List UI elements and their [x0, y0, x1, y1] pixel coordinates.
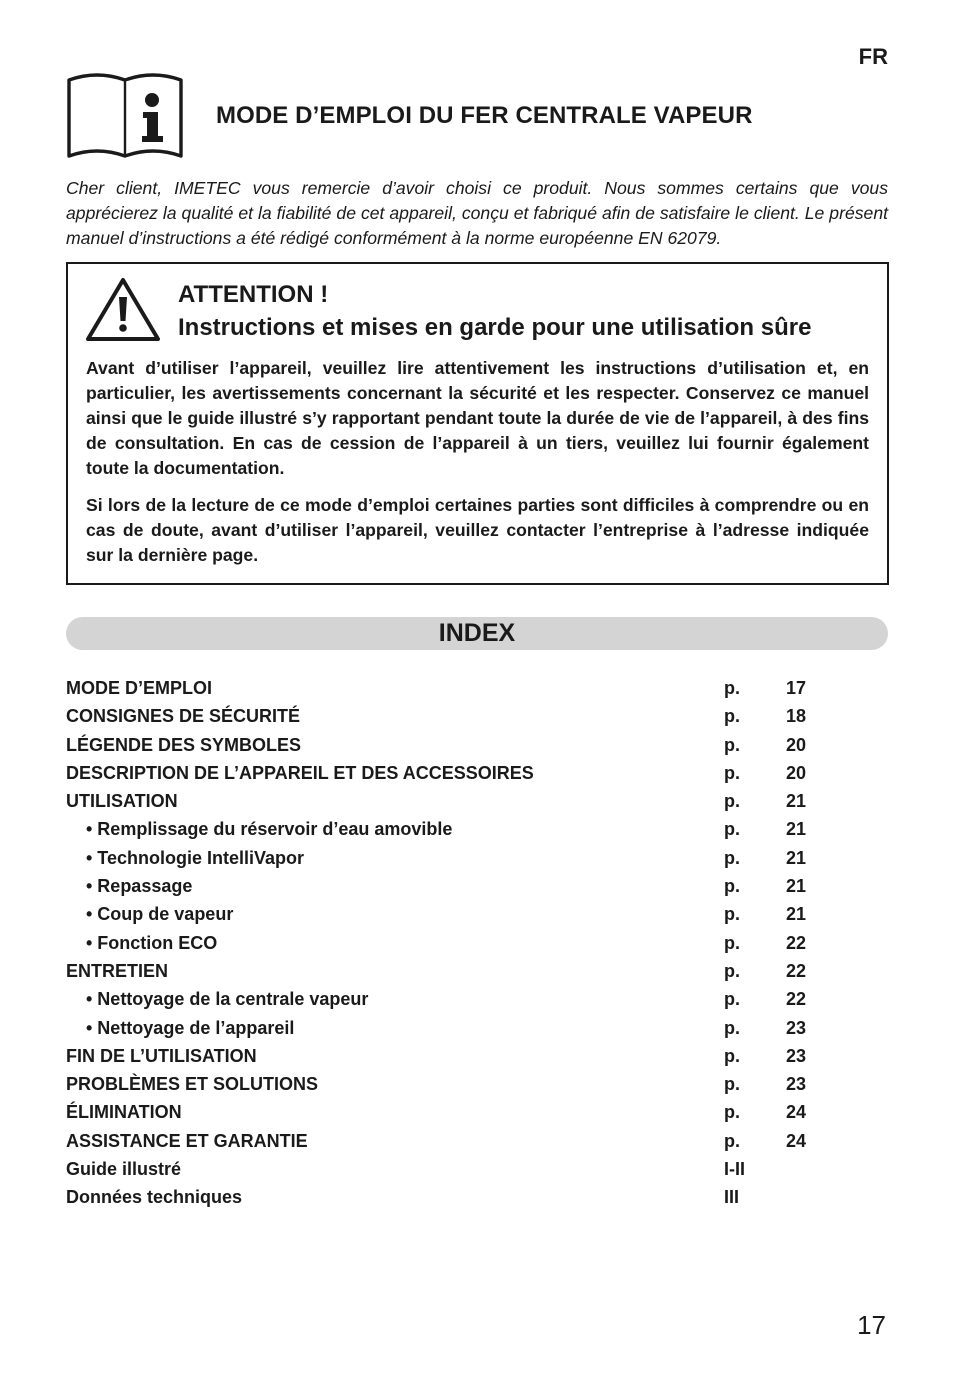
page-title: MODE D’EMPLOI DU FER CENTRALE VAPEUR	[216, 102, 753, 129]
index-entry-page: 17	[786, 678, 807, 698]
index-entry	[66, 1098, 888, 1126]
index-entry-prefix: p.	[724, 1017, 740, 1038]
index-title: INDEX	[438, 619, 516, 647]
index-entry-prefix: p.	[724, 847, 740, 868]
language-code: FR	[858, 44, 888, 69]
index-entry-prefix: p.	[724, 734, 740, 755]
index-entry	[66, 787, 888, 815]
warning-box	[66, 262, 889, 585]
index-entry-prefix: p.	[724, 932, 740, 953]
index-entry-label: FIN DE L’UTILISATION	[66, 1045, 257, 1066]
index-entry-page: 21	[786, 791, 807, 812]
index-entry-prefix: p.	[724, 904, 740, 925]
index-entry-label: PROBLÈMES ET SOLUTIONS	[66, 1074, 319, 1095]
index-entry-label: Guide illustré	[66, 1159, 182, 1180]
index-entry-label: LÉGENDE DES SYMBOLES	[66, 734, 302, 755]
index-entry-label: MODE D’EMPLOI	[66, 678, 213, 698]
index-entry-page: 22	[786, 932, 807, 953]
index-entry-label: CONSIGNES DE SÉCURITÉ	[66, 706, 301, 727]
index-entry-page: 21	[786, 876, 807, 897]
index-entry-prefix: III	[724, 1187, 740, 1208]
index-entry-prefix: I-II	[724, 1159, 745, 1180]
index-entry-prefix: p.	[724, 989, 740, 1010]
index-subentry	[66, 985, 888, 1013]
index-entry-label: ÉLIMINATION	[66, 1102, 182, 1123]
index-entry	[66, 1127, 888, 1155]
index-entry-page: 23	[786, 1074, 807, 1095]
index-entry-label: • Repassage	[86, 876, 193, 897]
index-entry-label: • Coup de vapeur	[86, 904, 234, 925]
index-header-bar	[66, 617, 888, 650]
page-number: 17	[857, 1310, 886, 1340]
index-entry-page: 20	[786, 734, 807, 755]
index-entry-prefix: p.	[724, 1102, 740, 1123]
index-subentry	[66, 844, 888, 872]
index-subentry	[66, 929, 888, 957]
index-entry-label: • Nettoyage de la centrale vapeur	[86, 989, 369, 1010]
index-entry-page: 22	[786, 960, 807, 981]
index-entry-prefix: p.	[724, 1074, 740, 1095]
index-entry	[66, 759, 888, 787]
index-entry-prefix: p.	[724, 678, 740, 698]
index-entry	[66, 1183, 888, 1211]
page-header	[66, 72, 888, 160]
index-entry-page: 21	[786, 819, 807, 840]
index-entry-page: 24	[786, 1102, 807, 1123]
index-entry-label: • Nettoyage de l’appareil	[86, 1017, 295, 1038]
index-entry-page: 21	[786, 904, 807, 925]
index-entry-label: • Fonction ECO	[86, 932, 218, 953]
warning-triangle-icon	[85, 276, 161, 342]
index-entry-page: 21	[786, 847, 807, 868]
index-entry-label: ASSISTANCE ET GARANTIE	[66, 1130, 308, 1151]
index-entry	[66, 957, 888, 985]
index-entry	[66, 1070, 888, 1098]
index-entry-prefix: p.	[724, 876, 740, 897]
index-subentry	[66, 872, 888, 900]
index-entry-page: 23	[786, 1045, 807, 1066]
index-subentry	[66, 815, 888, 843]
index-entry-prefix: p.	[724, 706, 740, 727]
index-entry-prefix: p.	[724, 791, 740, 812]
index-entry-page: 24	[786, 1130, 807, 1151]
index-entry-prefix: p.	[724, 1130, 740, 1151]
index-subentry	[66, 900, 888, 928]
index-entry-page: 18	[786, 706, 807, 727]
index-entry-label: Données techniques	[66, 1187, 243, 1208]
index-entry-label: • Technologie IntelliVapor	[86, 847, 304, 868]
warning-title-line2: Instructions et mises en garde pour une utilisation sûre	[178, 314, 812, 341]
index-entry	[66, 1042, 888, 1070]
index-entry	[66, 702, 888, 730]
warning-paragraph: Avant d’utiliser l’appareil, veuillez lire attentivement les instructions d’utilisation et, en particulier, les avertissements concernant la sécurité et les respecter. Conservez ce manuel ainsi que le guide illustré s’y rapportant pendant toute la durée de vie de l’appareil, à des fins de consultation. En cas de cession de l’appareil à un tiers, veuillez lui fournir également toute la documentation.	[86, 358, 869, 478]
index-entry-page: 22	[786, 989, 807, 1010]
index-entry-prefix: p.	[724, 960, 740, 981]
index-entry-prefix: p.	[724, 762, 740, 783]
index-entry-label: DESCRIPTION DE L’APPAREIL ET DES ACCESSOIRES	[66, 762, 534, 783]
index-entry	[66, 731, 888, 759]
index-entry-page: 20	[786, 762, 807, 783]
warning-title	[178, 278, 811, 344]
index-entry-prefix: p.	[724, 819, 740, 840]
index-entry-page: 23	[786, 1017, 807, 1038]
intro-text: Cher client, IMETEC vous remercie d’avoir choisi ce produit. Nous sommes certains que vous apprécierez la qualité et la fiabilité de cet appareil, conçu et fabriqué afin de satisfaire le client. Le présent manuel d’instructions a été rédigé conformément à la norme européenne EN 62079.	[66, 178, 888, 248]
index-entry-label: UTILISATION	[66, 791, 178, 812]
index-entry-label: ENTRETIEN	[66, 960, 169, 981]
warning-title-line1: ATTENTION !	[178, 281, 329, 308]
index-entry	[66, 1155, 888, 1183]
index-entry-prefix: p.	[724, 1045, 740, 1066]
info-manual-icon	[66, 72, 184, 160]
index-entry	[66, 674, 888, 702]
index-entry-label: • Remplissage du réservoir d’eau amovible	[86, 819, 453, 840]
index-list	[66, 674, 888, 1212]
index-subentry	[66, 1014, 888, 1042]
warning-paragraph: Si lors de la lecture de ce mode d’emploi certaines parties sont difficiles à comprendre ou en cas de doute, avant d’utiliser l’appareil, veuillez contacter l’entreprise à l’adresse indiquée sur la dernière page.	[86, 495, 869, 565]
